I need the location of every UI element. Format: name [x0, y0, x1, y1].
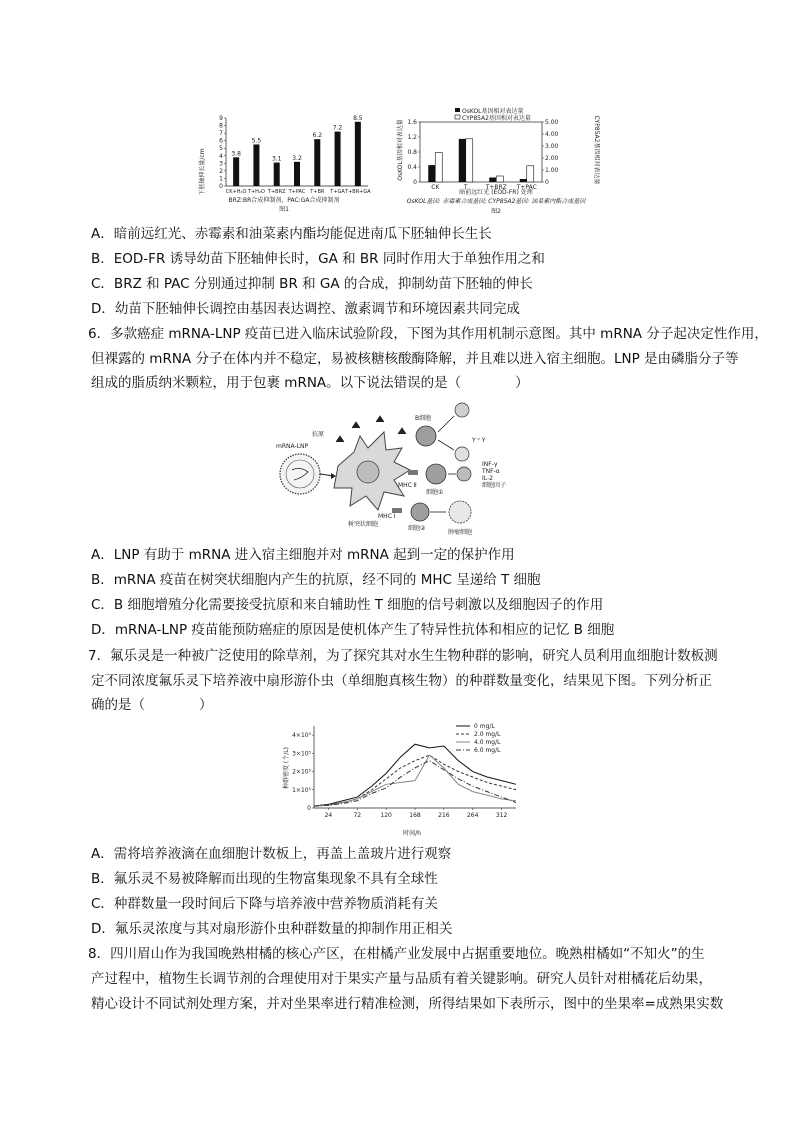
fig1-bar-value: 7.2 [332, 124, 343, 132]
fig1-category-label: CK+H₂O [225, 189, 247, 195]
fig3-xtick-label: 72 [353, 812, 362, 819]
fig1-ytick-label: 8 [219, 122, 223, 130]
fig2-right-ytick-label: 5.00 [545, 119, 559, 126]
mhc2-marker [408, 470, 418, 475]
tumor-cell [449, 501, 471, 523]
label-cytokine-4: 细胞因子 [482, 482, 507, 489]
cell-1-effector [457, 467, 471, 481]
fig3-legend-label: 4.0 mg/L [474, 739, 501, 746]
fig1-bar-value: 6.2 [312, 132, 323, 140]
fig2-right-ytick-label: 1.00 [545, 167, 559, 174]
fig2-right-ytick-label: 4.00 [545, 131, 559, 138]
fig1-category-label: T+BR+GA [345, 189, 371, 195]
fig3-legend-label: 6.0 mg/L [474, 747, 501, 754]
fig1-ytick-label: 2 [219, 167, 223, 175]
fig3-ytick-label: 2×10⁵ [292, 768, 311, 776]
label-cell-1: 细胞① [426, 489, 444, 496]
fig3-xtick-label: 120 [380, 812, 392, 819]
q7-option-c: C．种群数量一段时间后下降与培养液中营养物质消耗有关 [91, 896, 438, 912]
fig2-right-ytick-label: 3.00 [545, 143, 559, 150]
label-b-cell: B细胞 [415, 415, 432, 422]
fig3-legend-label: 2.0 mg/L [474, 731, 501, 738]
fig2-left-ytick-label: 0.8 [407, 149, 417, 156]
fig2-bar-oskol [428, 165, 435, 182]
memory-cell [455, 447, 469, 461]
q5-option-c: C．BRZ 和 PAC 分别通过抑制 BR 和 GA 的合成，抑制幼苗下胚轴的伸长 [91, 276, 533, 292]
fig2-legend-swatch-1 [455, 108, 460, 112]
fig2-legend-swatch-2 [455, 115, 460, 119]
fig2-left-ytick-label: 1.2 [407, 134, 417, 141]
q7-option-b: B．氟乐灵不易被降解而出现的生物富集现象不具有全球性 [91, 871, 438, 887]
q6-option-a: A．LNP 有助于 mRNA 进入宿主细胞并对 mRNA 起到一定的保护作用 [91, 547, 515, 563]
q6-option-b: B．mRNA 疫苗在树突状细胞内产生的抗原，经不同的 MHC 呈递给 T 细胞 [91, 572, 541, 588]
label-dendritic-cell: 树突状细胞 [348, 521, 379, 528]
fig2-right-ylabel: CYP85A2基因相对表达量 [593, 115, 600, 185]
label-mrna-lnp: mRNA-LNP [276, 443, 309, 450]
fig3-ytick-label: 1×10⁵ [292, 786, 311, 794]
label-cytokine-3: IL-2 [482, 475, 493, 482]
fig3-ytick-label: 4×10⁵ [292, 732, 311, 740]
fig3-series-line [314, 755, 516, 806]
fig2-caption: OsKOL基因: 赤霉素合成基因; CYP85A2基因: 油菜素内酯合成基因 [406, 198, 586, 205]
fig2-right-ytick-label: 2.00 [545, 155, 559, 162]
label-cell-2: 细胞② [408, 525, 426, 532]
q5-option-a: A．暗前远红光、赤霉素和油菜素内酯均能促进南瓜下胚轴伸长生长 [91, 226, 492, 242]
fig3-xlabel: 时间/h [403, 830, 421, 837]
label-antigen: 抗原 [312, 431, 325, 438]
label-mhc2: MHC Ⅱ [398, 482, 417, 489]
fig3-ylabel: 种群密度 (个/L) [283, 747, 290, 789]
q7-stem-line-1: 7．氟乐灵是一种被广泛使用的除草剂，为了探究其对水生生物种群的影响，研究人员利用血细胞计数板测 [88, 648, 718, 664]
fig1-bar [274, 163, 280, 186]
fig3-xtick-label: 168 [409, 812, 421, 819]
fig2-bar-oskol [459, 139, 466, 182]
fig1-ylabel: 下胚轴伸长量/cm [199, 148, 206, 196]
cell-2 [411, 503, 429, 521]
fig1-category-label: T+BRZ [267, 189, 286, 195]
q8-stem-line-3: 精心设计不同试剂处理方案，并对坐果率进行精准检测，所得结果如下表所示，图中的坐果率=成熟果实数 [91, 996, 724, 1012]
label-cytokine-2: TNF-α [482, 468, 500, 475]
fig1-bar [314, 139, 320, 186]
fig3-xtick-label: 216 [438, 812, 450, 819]
label-tumor-cell: 肿瘤细胞 [448, 529, 473, 536]
mrna-vaccine-diagram [268, 396, 524, 544]
fig3-xtick-label: 24 [324, 812, 333, 819]
label-mhc1: MHC Ⅰ [378, 513, 396, 520]
fig1-ytick-label: 3 [219, 160, 223, 168]
antibody-marks: Y ᵞ Y [472, 437, 486, 444]
q7-option-d: D．氟乐灵浓度与其对扇形游仆虫种群数量的抑制作用正相关 [91, 921, 453, 937]
fig1-category-label: T+H₂O [247, 189, 265, 195]
fig1-bar [335, 132, 341, 186]
fig2-label: 图2 [491, 208, 501, 215]
fig2-bar-cyp85a2 [435, 153, 442, 182]
arrowhead-lnp [331, 473, 336, 479]
fig3-ytick-label: 3×10⁵ [292, 750, 311, 758]
q7-stem-line-3: 确的是（ ） [91, 697, 213, 713]
fig1-bar [233, 157, 239, 186]
fig2-xlabel: 暗前远红光 (EOD-FR) 处理 [459, 189, 533, 196]
fig2-legend-2: CYP85A2基因相对表达量 [462, 115, 531, 122]
fig1-category-label: T+GA [330, 189, 345, 195]
fig2-bar-oskol [520, 179, 527, 182]
fig3-ytick-label: 0 [307, 805, 311, 812]
q7-option-a: A．需将培养液滴在血细胞计数板上，再盖上盖玻片进行观察 [91, 846, 452, 862]
fig1-ytick-label: 6 [219, 137, 223, 145]
fig1-caption: BRZ:BR合成抑制剂，PAC:GA合成抑制剂 [228, 197, 340, 204]
fig1-bar-value: 3.8 [231, 150, 241, 158]
fig1-bar [294, 162, 300, 186]
plasma-cell [455, 403, 469, 417]
q6-option-d: D．mRNA-LNP 疫苗能预防癌症的原因是使机体产生了特异性抗体和相应的记忆 B 细胞 [91, 622, 615, 638]
fig1-bar-value: 3.2 [292, 154, 302, 162]
fig1-category-label: T+BR [310, 189, 325, 195]
q6-stem-line-2: 但裸露的 mRNA 分子在体内并不稳定，易被核糖核酸酶降解，并且难以进入宿主细胞。LNP 是由磷脂分子等 [91, 351, 739, 367]
q5-option-b: B．EOD-FR 诱导幼苗下胚轴伸长时，GA 和 BR 同时作用大于单独作用之和 [91, 251, 545, 267]
q6-option-c: C．B 细胞增殖分化需要接受抗原和来自辅助性 T 细胞的信号刺激以及细胞因子的作用 [91, 597, 604, 613]
fig2-category-label: CK [431, 184, 440, 191]
fig2-category-label: T [463, 184, 468, 191]
fig1-ytick-label: 5 [219, 145, 223, 153]
arrow-b-to-memory [438, 440, 454, 450]
q8-stem-line-2: 产过程中，植物生长调节剂的合理使用对于果实产量与品质有着关键影响。研究人员针对柑橘花后幼果， [91, 971, 712, 987]
fig1-bar-value: 5.5 [251, 137, 262, 145]
fig2-right-ytick-label: 0 [545, 179, 549, 186]
fig2-bar-cyp85a2 [466, 139, 473, 182]
q8-stem-line-1: 8．四川眉山作为我国晚熟柑橘的核心产区，在柑橘产业发展中占据重要地位。晚熟柑橘如“不知火”的生 [88, 946, 705, 962]
fig2-left-ytick-label: 1.6 [407, 119, 417, 126]
figure-2 [396, 104, 600, 216]
label-cytokine-1: INF-γ [482, 461, 498, 468]
q6-stem-line-1: 6．多款癌症 mRNA-LNP 疫苗已进入临床试验阶段，下图为其作用机制示意图。其中 mRNA 分子起决定性作用， [88, 326, 768, 342]
fig2-category-label: T+BRZ [485, 184, 507, 191]
fig3-xtick-label: 264 [466, 812, 479, 819]
dendritic-cell [334, 432, 410, 510]
figure-1 [196, 110, 376, 214]
q5-option-d: D．幼苗下胚轴伸长调控由基因表达调控、激素调节和环境因素共同完成 [91, 301, 520, 317]
fig1-bar [355, 122, 361, 186]
fig1-label: 图1 [279, 206, 289, 213]
b-cell [416, 426, 436, 446]
fig3-series-line [314, 761, 516, 807]
fig2-category-label: T+PAC [516, 184, 537, 191]
fig1-ytick-label: 1 [219, 175, 223, 183]
cell-1 [426, 464, 446, 484]
fig2-left-ytick-label: 0.4 [407, 164, 417, 171]
figure-3 [276, 720, 520, 838]
fig2-bar-cyp85a2 [527, 166, 534, 182]
fig2-left-ytick-label: 0 [413, 179, 417, 186]
fig1-category-label: T+PAC [288, 189, 306, 195]
q6-stem-line-3: 组成的脂质纳米颗粒，用于包裹 mRNA。以下说法错误的是（ ） [91, 375, 529, 391]
lnp-particle [280, 454, 320, 494]
fig1-ytick-label: 7 [219, 130, 223, 138]
fig3-legend-label: 0 mg/L [474, 723, 495, 730]
fig1-bar-value: 3.1 [271, 155, 282, 163]
arrow-b-to-plasma [438, 416, 454, 432]
fig2-legend-1: OsKOL基因相对表达量 [462, 108, 524, 115]
antigen-markers [336, 416, 406, 442]
fig1-ytick-label: 9 [219, 115, 223, 122]
fig3-xtick-label: 312 [495, 812, 508, 819]
fig2-left-ylabel: OsKOL基因相对表达量 [397, 119, 404, 181]
q7-stem-line-2: 定不同浓度氟乐灵下培养液中扇形游仆虫（单细胞真核生物）的种群数量变化，结果见下图。下列分析正 [91, 673, 712, 689]
fig2-bar-cyp85a2 [496, 176, 503, 182]
fig1-ytick-label: 4 [219, 152, 223, 160]
fig2-bar-oskol [489, 178, 496, 183]
fig1-bar-value: 8.5 [353, 114, 363, 122]
fig1-bar [253, 144, 259, 186]
fig1-ytick-label: 0 [219, 183, 223, 190]
